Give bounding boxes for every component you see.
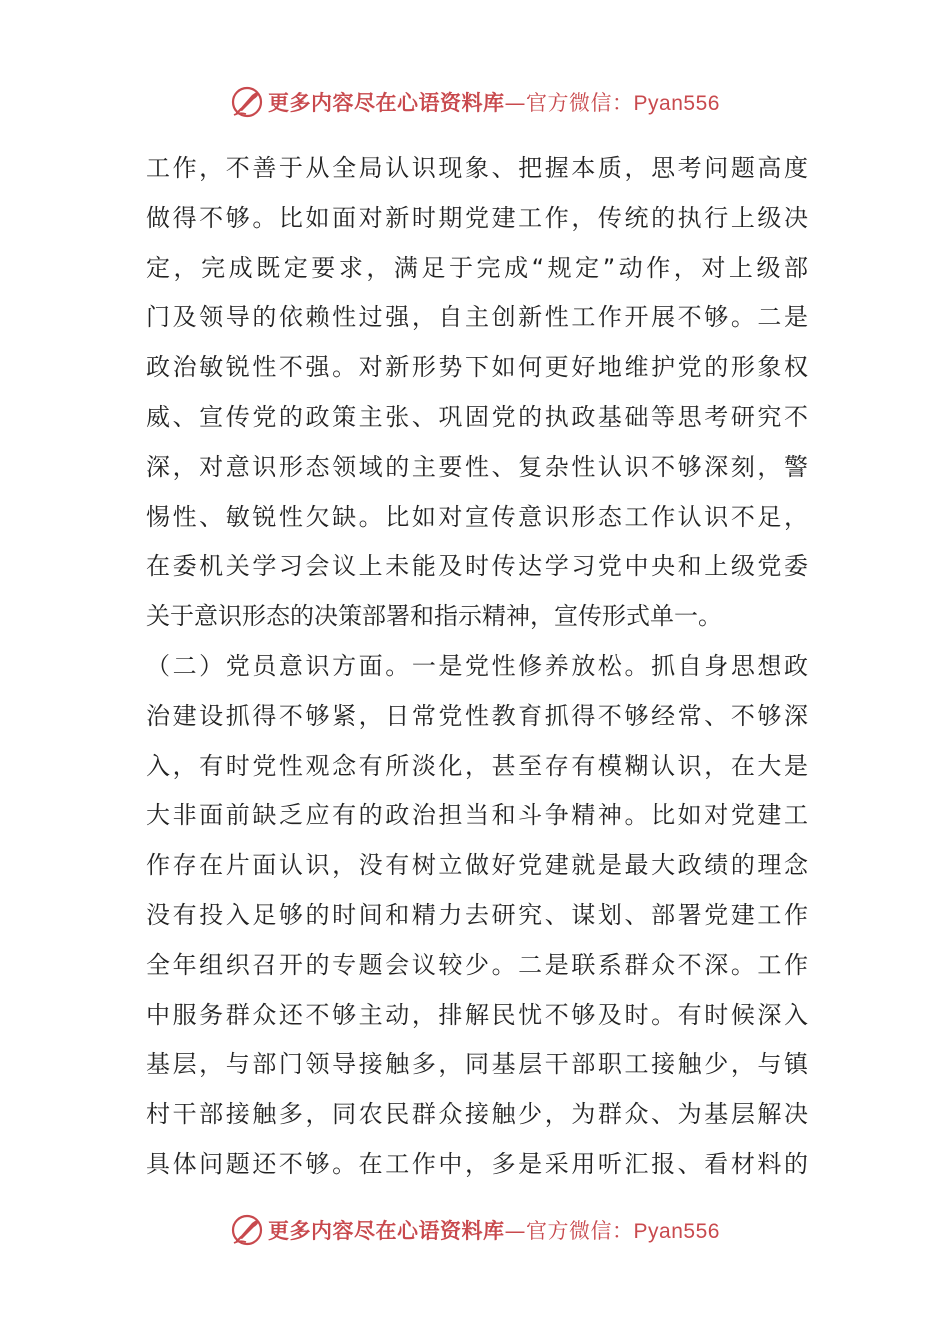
- text-line: 具体问题还不够。在工作中，多是采用听汇报、看材料的: [146, 1149, 808, 1178]
- text-line: 定，完成既定要求，满足于完成“规定”动作，对上级部: [146, 253, 808, 282]
- header-watermark-text: [268, 87, 720, 117]
- text-line: 威、宣传党的政策主张、巩固党的执政基础等思考研究不: [146, 402, 808, 431]
- text-line: 村干部接触多，同农民群众接触少，为群众、为基层解决: [146, 1100, 808, 1129]
- quill-pen-logo-icon: [230, 85, 264, 119]
- text-line: 做得不够。比如面对新时期党建工作，传统的执行上级决: [146, 203, 808, 232]
- text-line: 门及领导的依赖性过强，自主创新性工作开展不够。二是: [146, 303, 808, 332]
- text-line: 中服务群众还不够主动，排解民忧不够及时。有时候深入: [146, 1000, 808, 1029]
- text-line: 入，有时党性观念有所淡化，甚至存有模糊认识，在大是: [146, 751, 808, 780]
- text-line: 全年组织召开的专题会议较少。二是联系群众不深。工作: [146, 950, 808, 979]
- document-body: [146, 144, 808, 1190]
- paragraph-end-line: 关于意识形态的决策部署和指示精神，宣传形式单一。: [146, 602, 722, 631]
- text-line: 治建设抓得不够紧，日常党性教育抓得不够经常、不够深: [146, 701, 808, 730]
- separator-dash: —: [504, 1219, 527, 1243]
- header-banner: [0, 80, 950, 124]
- section-heading-line: （二）党员意识方面。一是党性修养放松。抓自身思想政: [146, 651, 808, 680]
- text-line: 在委机关学习会议上未能及时传达学习党中央和上级党委: [146, 552, 808, 581]
- footer-banner: [0, 1208, 950, 1252]
- brand-name: 更多内容尽在心语资料库: [268, 1218, 505, 1243]
- contact-label: 官方微信：: [526, 1219, 634, 1243]
- quill-pen-logo-icon: [230, 1213, 264, 1247]
- text-line: 作存在片面认识，没有树立做好党建就是最大政绩的理念: [146, 851, 808, 880]
- text-line: 没有投入足够的时间和精力去研究、谋划、部署党建工作: [146, 900, 808, 929]
- text-line: 深，对意识形态领域的主要性、复杂性认识不够深刻，警: [146, 452, 808, 481]
- wechat-id: Pyan556: [633, 92, 720, 115]
- text-line: 工作，不善于从全局认识现象、把握本质，思考问题高度: [146, 154, 808, 182]
- contact-label: 官方微信：: [526, 91, 634, 115]
- text-line: 政治敏锐性不强。对新形势下如何更好地维护党的形象权: [146, 353, 808, 382]
- text-line: 大非面前缺乏应有的政治担当和斗争精神。比如对党建工: [146, 801, 808, 830]
- separator-dash: —: [504, 91, 527, 115]
- text-line: 基层，与部门领导接触多，同基层干部职工接触少，与镇: [146, 1050, 808, 1079]
- brand-name: 更多内容尽在心语资料库: [268, 90, 505, 115]
- text-line: 惕性、敏锐性欠缺。比如对宣传意识形态工作认识不足，: [146, 502, 808, 531]
- wechat-id: Pyan556: [633, 1220, 720, 1243]
- footer-watermark-text: [268, 1215, 720, 1245]
